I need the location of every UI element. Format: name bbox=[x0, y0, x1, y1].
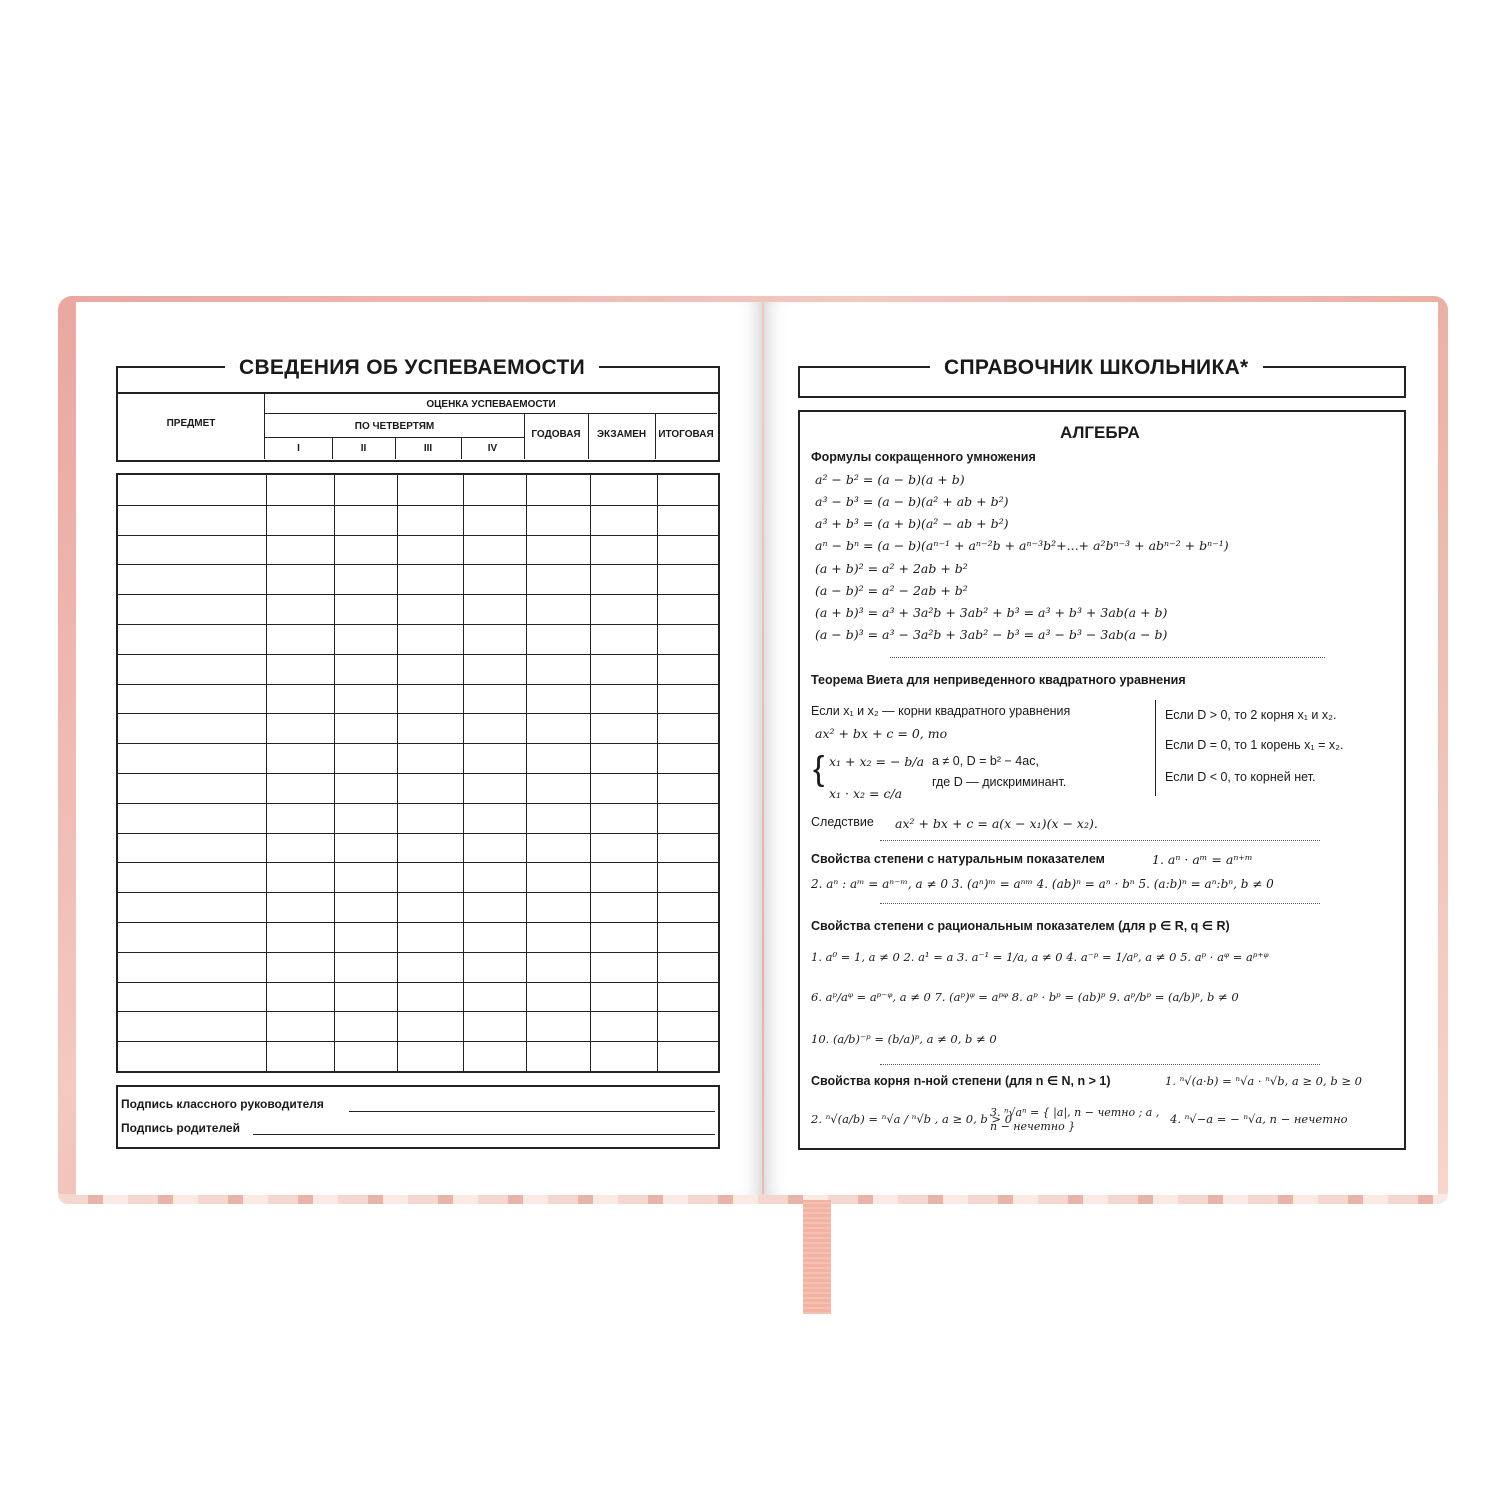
vieta-where: где D — дискриминант. bbox=[932, 775, 1067, 789]
grid-row-line bbox=[118, 922, 718, 923]
nat-title: Свойства степени с натуральным показателем bbox=[811, 852, 1105, 866]
signature-box bbox=[116, 1085, 720, 1149]
dotted-divider bbox=[880, 840, 1320, 841]
formula: aⁿ − bⁿ = (a − b)(aⁿ⁻¹ + aⁿ⁻²b + aⁿ⁻³b²+...+ a²bⁿ⁻³ + abⁿ⁻² + bⁿ⁻¹) bbox=[815, 538, 1229, 553]
rat-row-3: 10. (a/b)⁻ᵖ = (b/a)ᵖ, a ≠ 0, b ≠ 0 bbox=[811, 1032, 997, 1046]
quarter-4: IV bbox=[487, 443, 498, 454]
brace: { bbox=[813, 750, 825, 788]
year-header: ГОДОВАЯ bbox=[531, 429, 581, 440]
formula: (a − b)² = a² − 2ab + b² bbox=[815, 583, 968, 598]
root-prop-1: 1. ⁿ√(a·b) = ⁿ√a · ⁿ√b, a ≥ 0, b ≥ 0 bbox=[1165, 1074, 1362, 1088]
grid-row-line bbox=[118, 654, 718, 655]
abbr-title: Формулы сокращенного умножения bbox=[811, 450, 1036, 464]
grid-row-line bbox=[118, 624, 718, 625]
exam-header: ЭКЗАМЕН bbox=[596, 429, 647, 440]
right-page-title: СПРАВОЧНИК ШКОЛЬНИКА* bbox=[930, 356, 1263, 380]
dotted-divider bbox=[880, 1064, 1320, 1065]
grid-row-line bbox=[118, 773, 718, 774]
vieta-d-neg: Если D < 0, то корней нет. bbox=[1165, 770, 1316, 784]
grid-row-line bbox=[118, 833, 718, 834]
nat-prop-1: 1. aⁿ · aᵐ = aⁿ⁺ᵐ bbox=[1152, 852, 1253, 867]
formula: a³ − b³ = (a − b)(a² + ab + b²) bbox=[815, 494, 1009, 509]
rat-row-2: 6. aᵖ/aᵠ = aᵖ⁻ᵠ, a ≠ 0 7. (aᵖ)ᵠ = aᵖᵠ 8. aᵖ · bᵖ = (ab)ᵖ 9. aᵖ/bᵖ = (a/b)ᵖ, b ≠ 0 bbox=[811, 990, 1239, 1004]
vieta-eq: ax² + bx + c = 0, то bbox=[815, 726, 948, 741]
grid-row-line bbox=[118, 803, 718, 804]
parents-signature-label: Подпись родителей bbox=[121, 1121, 240, 1135]
quarter-2: II bbox=[360, 443, 367, 454]
teacher-signature-label: Подпись классного руководителя bbox=[121, 1097, 324, 1111]
grid-row-line bbox=[118, 862, 718, 863]
formula: (a + b)³ = a³ + 3a²b + 3ab² + b³ = a³ + b³ + 3ab(a + b) bbox=[815, 605, 1168, 620]
root-title: Свойства корня n-ной степени (для n ∈ N, n > 1) bbox=[811, 1074, 1111, 1088]
grid-row-line bbox=[118, 505, 718, 506]
grid-row-line bbox=[118, 564, 718, 565]
vieta-separator bbox=[1155, 700, 1156, 796]
grid-row-line bbox=[118, 952, 718, 953]
quarter-1: I bbox=[297, 443, 300, 454]
vieta-d-zero: Если D = 0, то 1 корень x₁ = x₂. bbox=[1165, 738, 1344, 752]
rat-row-1: 1. a⁰ = 1, a ≠ 0 2. a¹ = a 3. a⁻¹ = 1/a, a ≠ 0 4. a⁻ᵖ = 1/aᵖ, a ≠ 0 5. aᵖ · aᵠ = aᵖ⁺ᵠ bbox=[811, 950, 1269, 964]
left-page-title: СВЕДЕНИЯ ОБ УСПЕВАЕМОСТИ bbox=[225, 356, 599, 380]
formula: a³ + b³ = (a + b)(a² − ab + b²) bbox=[815, 516, 1009, 531]
vieta-if: Если x₁ и x₂ — корни квадратного уравнения bbox=[811, 704, 1071, 718]
grid-row-line bbox=[118, 594, 718, 595]
final-header: ИТОГОВАЯ bbox=[658, 429, 714, 440]
vieta-d-pos: Если D > 0, то 2 корня x₁ и x₂. bbox=[1165, 708, 1337, 722]
quarters-header: ПО ЧЕТВЕРТЯМ bbox=[354, 421, 435, 432]
grid-row-line bbox=[118, 684, 718, 685]
grid-row-line bbox=[118, 1011, 718, 1012]
vieta-corollary: ax² + bx + c = a(x − x₁)(x − x₂). bbox=[895, 816, 1098, 831]
vieta-corollary-label: Следствие bbox=[811, 815, 874, 829]
grades-table bbox=[116, 473, 720, 1073]
vieta-sum: x₁ + x₂ = − b/a bbox=[829, 754, 925, 769]
grades-header: ОЦЕНКА УСПЕВАЕМОСТИ bbox=[426, 399, 556, 410]
rat-title: Свойства степени с рациональным показателем (для p ∈ R, q ∈ R) bbox=[811, 919, 1230, 933]
grid-row-line bbox=[118, 892, 718, 893]
header-divider bbox=[117, 392, 718, 394]
grid-row-line bbox=[118, 1041, 718, 1042]
root-prop-2: 2. ⁿ√(a/b) = ⁿ√a / ⁿ√b , a ≥ 0, b > 0 bbox=[811, 1112, 1013, 1126]
root-prop-4: 4. ⁿ√−a = − ⁿ√a, n − нечетно bbox=[1170, 1112, 1348, 1126]
parents-signature-line[interactable] bbox=[253, 1134, 715, 1135]
section-title: АЛГЕБРА bbox=[1060, 423, 1140, 442]
bookmark-ribbon[interactable] bbox=[803, 1200, 831, 1314]
grid-row-line bbox=[118, 982, 718, 983]
vieta-cond: a ≠ 0, D = b² − 4ac, bbox=[932, 754, 1039, 768]
root-prop-3: 3. ⁿ√aⁿ = { |a|, n − четно ; a , n − нечетно } bbox=[990, 1106, 1160, 1133]
formula: (a + b)² = a² + 2ab + b² bbox=[815, 561, 968, 576]
formula: (a − b)³ = a³ − 3a²b + 3ab² − b³ = a³ − b³ − 3ab(a − b) bbox=[815, 627, 1168, 642]
grid-row-line bbox=[118, 535, 718, 536]
grades-divider bbox=[265, 413, 717, 414]
nat-props: 2. aⁿ : aᵐ = aⁿ⁻ᵐ, a ≠ 0 3. (aⁿ)ᵐ = aⁿᵐ 4. (ab)ⁿ = aⁿ · bⁿ 5. (a:b)ⁿ = aⁿ:bⁿ, b ≠ 0 bbox=[811, 877, 1274, 891]
teacher-signature-line[interactable] bbox=[349, 1111, 715, 1112]
grid-row-line bbox=[118, 743, 718, 744]
grid-row-line bbox=[118, 713, 718, 714]
formula: a² − b² = (a − b)(a + b) bbox=[815, 472, 965, 487]
dotted-divider bbox=[880, 903, 1320, 904]
subject-header: ПРЕДМЕТ bbox=[166, 418, 216, 429]
dotted-divider bbox=[890, 657, 1325, 658]
quarter-3: III bbox=[423, 443, 433, 454]
vieta-prod: x₁ · x₂ = c/a bbox=[829, 786, 903, 801]
vieta-title: Теорема Виета для неприведенного квадратного уравнения bbox=[811, 673, 1186, 687]
